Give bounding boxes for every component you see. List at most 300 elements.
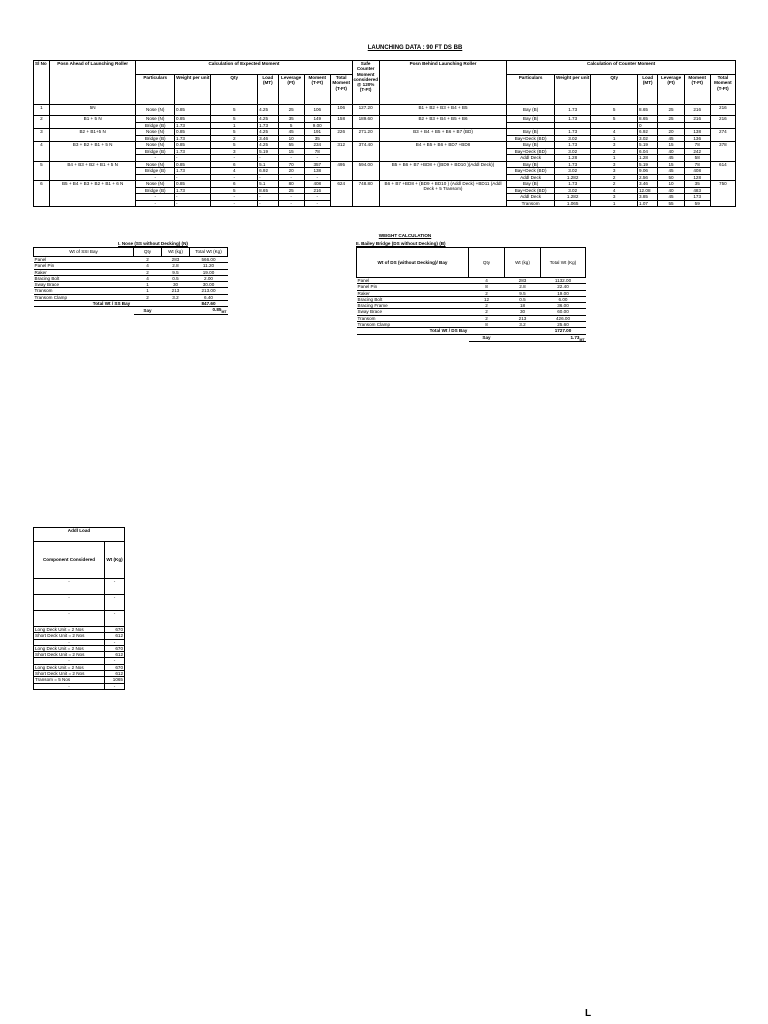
table-cell: 30	[505, 309, 541, 315]
bailey-weight-table	[356, 247, 586, 342]
table-cell: 18	[505, 303, 541, 309]
load-mt: 4.25	[258, 129, 278, 136]
moment-tft: 408	[304, 181, 330, 188]
column-header: Wt of DS (without Decking)/ Bay	[357, 248, 469, 278]
say-row	[34, 307, 228, 315]
weight-per-unit: 1.73	[175, 187, 211, 194]
counter-moment-tft: 216	[684, 116, 710, 123]
safe-counter-moment: 748.80	[352, 181, 379, 207]
leverage-ft: 25	[278, 105, 304, 116]
sl-number: 1	[34, 105, 50, 116]
posn-ahead: B3 + B2 + B1 + 5 N	[49, 142, 135, 162]
weight-per-unit: 0.85	[175, 181, 211, 188]
table-cell: 2.8	[162, 263, 190, 269]
counter-particulars: Bay+Deck (BD)	[507, 148, 555, 155]
counter-qty: 5	[591, 105, 638, 116]
total-moment: 158	[330, 116, 352, 129]
total-moment: 624	[330, 181, 352, 207]
total-label: Total Wt / SS Bay	[34, 300, 190, 306]
moment-tft: 106	[304, 105, 330, 116]
counter-load-mt: 0	[638, 122, 658, 129]
total-moment: 226	[330, 129, 352, 142]
table-cell: 25.60	[541, 321, 586, 327]
total-value: 1727.00	[541, 328, 586, 334]
table-cell: 3.2	[162, 294, 190, 300]
component-cell: Long Deck Unit = 2 Nos	[34, 627, 105, 633]
counter-load-mt: 9.06	[638, 168, 658, 175]
table-cell: Sway Brace	[34, 282, 134, 288]
counter-particulars: Bay (B)	[507, 105, 555, 116]
weight-per-unit: 0.85	[175, 116, 211, 123]
counter-particulars: Addl Deck	[507, 174, 555, 181]
counter-moment-tft: 58	[684, 155, 710, 162]
particulars: Nose (N)	[136, 142, 175, 149]
subheader-expected-2: Qty	[211, 75, 258, 105]
moment-tft: 234	[304, 142, 330, 149]
counter-weight-per-unit: 1.282	[554, 194, 590, 201]
leverage-ft: 35	[278, 116, 304, 123]
say-label: Say	[469, 334, 505, 342]
header-safe-counter: Safe Counter Moment considered @ 120% (T-Ft)	[352, 61, 379, 105]
column-header: Qty	[469, 248, 505, 278]
table-cell: 2	[469, 290, 505, 296]
table-cell: 2	[469, 303, 505, 309]
component-cell: -	[34, 579, 105, 595]
say-label: Say	[134, 307, 162, 315]
qty: -	[211, 200, 258, 207]
addl-row	[34, 595, 125, 611]
load-mt: 3.46	[258, 135, 278, 142]
counter-moment-tft: 78	[684, 161, 710, 168]
table-cell: 11.20	[190, 263, 228, 269]
load-mt: 5.1	[258, 161, 278, 168]
table-cell: Transom	[34, 288, 134, 294]
blank-cell	[34, 307, 134, 315]
counter-leverage-ft: 15	[658, 142, 684, 149]
posn-ahead: B5 + B4 + B3 + B2 + B1 + 6 N	[49, 181, 135, 207]
column-header: Wt (kg)	[162, 248, 190, 257]
weight-cell: -	[105, 683, 125, 689]
table-cell: 213.00	[190, 288, 228, 294]
counter-total-moment: 614	[710, 161, 735, 181]
counter-particulars: Bay (B)	[507, 142, 555, 149]
counter-leverage-ft: 50	[658, 174, 684, 181]
addl-row	[34, 611, 125, 627]
posn-behind: B2 + B3 + B4 + B5 + B6	[379, 116, 506, 129]
sl-number: 6	[34, 181, 50, 207]
subheader-expected-3: Load (MT)	[258, 75, 278, 105]
qty: 4	[211, 168, 258, 175]
load-mt: 4.25	[258, 142, 278, 149]
say-row	[357, 334, 586, 342]
counter-qty: 3	[591, 168, 638, 175]
table-cell: 4	[134, 263, 162, 269]
load-mt: -	[258, 174, 278, 181]
table-cell: 8	[469, 284, 505, 290]
counter-total-moment: 378	[710, 142, 735, 162]
table-cell: 1	[134, 288, 162, 294]
counter-particulars: Bay+Deck (BD)	[507, 187, 555, 194]
weight-cell: -	[105, 595, 125, 611]
page-mark: L	[585, 1008, 592, 1019]
counter-load-mt: 8.65	[638, 105, 658, 116]
qty: 6	[211, 161, 258, 168]
table-cell: 19.00	[190, 269, 228, 275]
weight-cell: -	[105, 611, 125, 627]
counter-particulars: Bay+Deck (BD)	[507, 168, 555, 175]
nose-weight-table	[33, 247, 228, 315]
leverage-ft: 10	[278, 135, 304, 142]
nose-table-title: I. Nose (SS without Decking) (N)	[118, 241, 188, 246]
table-cell: Raker	[34, 269, 134, 275]
counter-weight-per-unit: 1.73	[554, 181, 590, 188]
weight-per-unit: 1.73	[175, 168, 211, 175]
counter-load-mt: 6.92	[638, 129, 658, 136]
leverage-ft: -	[278, 200, 304, 207]
table-cell: 3.2	[505, 321, 541, 327]
addl-header-row	[34, 542, 125, 579]
load-mt: 8.65	[258, 187, 278, 194]
counter-qty: 5	[591, 116, 638, 123]
posn-ahead: 5N	[49, 105, 135, 116]
qty: 5	[211, 116, 258, 123]
leverage-ft: 55	[278, 142, 304, 149]
weight-cell: 612	[105, 633, 125, 639]
counter-particulars: Bay (B)	[507, 116, 555, 123]
table-cell: Transom Clamp	[357, 321, 469, 327]
weight-per-unit: 1.73	[175, 135, 211, 142]
load-mt: 4.25	[258, 116, 278, 123]
counter-load-mt: 3.85	[638, 194, 658, 201]
wt-header: Wt (Kg)	[105, 542, 125, 579]
component-cell: Transom = 5 Nos	[34, 677, 105, 683]
subheader-counter-6: Total Moment (T-Ft)	[710, 75, 735, 105]
table-cell: 60.00	[541, 309, 586, 315]
header-counter-moment: Calculation of Counter Moment	[507, 61, 736, 75]
counter-moment-tft: 128	[684, 174, 710, 181]
column-header: Total Wt (Kg)	[541, 248, 586, 278]
counter-load-mt: 8.65	[638, 116, 658, 123]
subheader-expected-1: Weight per unit	[175, 75, 211, 105]
table-cell: 426.00	[541, 315, 586, 321]
counter-particulars: Transom	[507, 200, 555, 207]
leverage-ft: -	[278, 174, 304, 181]
say-value	[505, 334, 586, 342]
table-cell: Bracing Bolt	[357, 296, 469, 302]
component-cell: -	[34, 658, 105, 664]
counter-weight-per-unit: 1.28	[554, 155, 590, 162]
counter-moment-tft: 216	[684, 105, 710, 116]
weight-per-unit: 1.73	[175, 148, 211, 155]
counter-load-mt: 12.08	[638, 187, 658, 194]
load-mt: 6.92	[258, 168, 278, 175]
component-cell: Short Deck Unit = 2 Nos	[34, 652, 105, 658]
column-header: Total Wt (Kg)	[190, 248, 228, 257]
bailey-table-title: II. Bailey Bridge (DS without Decking) (B)	[356, 241, 446, 246]
qty: 3	[211, 148, 258, 155]
component-cell: Short Deck Unit = 2 Nos	[34, 633, 105, 639]
counter-moment-tft: 35	[684, 181, 710, 188]
particulars: Bridge (B)	[136, 122, 175, 129]
component-cell: Long Deck Unit = 2 Nos	[34, 664, 105, 670]
launching-table	[33, 60, 736, 207]
addl-row	[34, 683, 125, 689]
safe-counter-moment: 127.20	[352, 105, 379, 116]
table-cell: Bracing Bolt	[34, 275, 134, 281]
counter-qty: 3	[591, 194, 638, 201]
table-cell: 9.5	[505, 290, 541, 296]
subheader-counter-5: Moment (T-Ft)	[684, 75, 710, 105]
counter-load-mt: 2.56	[638, 174, 658, 181]
addl-title-row	[34, 528, 125, 542]
counter-weight-per-unit: 3.02	[554, 148, 590, 155]
weight-per-unit: -	[175, 174, 211, 181]
component-cell: -	[34, 611, 105, 627]
qty: -	[211, 155, 258, 162]
total-value: 847.60	[190, 300, 228, 306]
counter-total-moment: 216	[710, 116, 735, 129]
table-cell: Bracing Frame	[357, 303, 469, 309]
component-cell: Short Deck Unit = 2 Nos	[34, 670, 105, 676]
weight-per-unit: 0.85	[175, 161, 211, 168]
table-cell: Panel	[357, 278, 469, 284]
table-row	[34, 105, 736, 116]
table-cell: 6.00	[541, 296, 586, 302]
counter-moment-tft: 78	[684, 142, 710, 149]
particulars: Nose (N)	[136, 181, 175, 188]
counter-particulars: Addl Deck	[507, 194, 555, 201]
counter-moment-tft: 138	[684, 129, 710, 136]
counter-moment-tft: 173	[684, 194, 710, 201]
table-cell: 2	[134, 294, 162, 300]
component-cell: -	[34, 683, 105, 689]
particulars: -	[136, 174, 175, 181]
counter-qty: 3	[591, 142, 638, 149]
counter-leverage-ft: 45	[658, 135, 684, 142]
subheader-counter-2: Qty	[591, 75, 638, 105]
leverage-ft: -	[278, 194, 304, 201]
counter-qty: 2	[591, 148, 638, 155]
table-cell: Panel Pin	[34, 263, 134, 269]
posn-ahead: B1 + 5 N	[49, 116, 135, 129]
weight-cell: 612	[105, 670, 125, 676]
qty: -	[211, 194, 258, 201]
counter-qty: 3	[591, 161, 638, 168]
counter-weight-per-unit: 1.065	[554, 200, 590, 207]
table-cell: 19.00	[541, 290, 586, 296]
qty: 6	[211, 181, 258, 188]
counter-leverage-ft: 15	[658, 161, 684, 168]
table-cell: 0.5	[162, 275, 190, 281]
total-moment: 312	[330, 142, 352, 162]
weight-calculation-title: WEIGHT CALCULATION	[378, 233, 432, 238]
particulars: Bridge (B)	[136, 187, 175, 194]
say-unit: MT	[579, 337, 585, 342]
table-cell: 30.00	[190, 282, 228, 288]
load-mt: -	[258, 155, 278, 162]
component-cell: -	[34, 595, 105, 611]
subheader-counter-1: Weight per unit	[554, 75, 590, 105]
say-unit: MT	[221, 310, 227, 315]
posn-ahead: B2 + B1+5 N	[49, 129, 135, 142]
counter-weight-per-unit: 1.282	[554, 174, 590, 181]
column-header: Qty	[134, 248, 162, 257]
counter-leverage-ft: 45	[658, 168, 684, 175]
leverage-ft: 25	[278, 187, 304, 194]
moment-tft: -	[304, 194, 330, 201]
counter-leverage-ft: 25	[658, 105, 684, 116]
load-mt: -	[258, 200, 278, 207]
table-cell: 2	[469, 309, 505, 315]
leverage-ft: -	[278, 155, 304, 162]
counter-weight-per-unit: 1.73	[554, 161, 590, 168]
subheader-counter-0: Particulars	[507, 75, 555, 105]
weight-cell: -	[105, 658, 125, 664]
table-cell: 2	[134, 257, 162, 263]
qty: 5	[211, 142, 258, 149]
counter-leverage-ft: 25	[658, 116, 684, 123]
table-cell: Panel	[34, 257, 134, 263]
moment-tft: -	[304, 155, 330, 162]
header-slno: Sl No	[34, 61, 50, 105]
counter-load-mt: 1.28	[638, 155, 658, 162]
particulars: -	[136, 194, 175, 201]
subheader-expected-4: Leverage (Ft)	[278, 75, 304, 105]
posn-behind: B1 + B2 + B3 + B4 + B5	[379, 105, 506, 116]
counter-load-mt: 1.07	[638, 200, 658, 207]
header-row	[34, 248, 228, 257]
load-mt: 5.19	[258, 148, 278, 155]
counter-leverage-ft: 45	[658, 155, 684, 162]
header-posn-behind: Posn Behind Launching Roller	[379, 61, 506, 105]
weight-per-unit: -	[175, 155, 211, 162]
moment-tft: -	[304, 174, 330, 181]
counter-total-moment: 216	[710, 105, 735, 116]
load-mt: 1.73	[258, 122, 278, 129]
moment-tft: 78	[304, 148, 330, 155]
subheader-expected-6: Total Moment (T-Ft)	[330, 75, 352, 105]
counter-qty: 1	[591, 135, 638, 142]
counter-qty: 2	[591, 181, 638, 188]
leverage-ft: 45	[278, 129, 304, 136]
particulars: Bridge (B)	[136, 135, 175, 142]
counter-moment-tft: 483	[684, 187, 710, 194]
posn-ahead: B4 + B3 + B2 + B1 + 5 N	[49, 161, 135, 181]
weight-cell: 612	[105, 652, 125, 658]
leverage-ft: 70	[278, 161, 304, 168]
subheader-expected-0: Particulars	[136, 75, 175, 105]
counter-moment-tft: 408	[684, 168, 710, 175]
posn-behind: B5 + B6 + B7 +BD8 + ((BD9 + BD10 )(Addl Deck))	[379, 161, 506, 181]
table-cell: 283	[162, 257, 190, 263]
counter-weight-per-unit: 1.73	[554, 142, 590, 149]
particulars: -	[136, 200, 175, 207]
leverage-ft: 20	[278, 168, 304, 175]
counter-total-moment: 750	[710, 181, 735, 207]
weight-per-unit: 0.85	[175, 142, 211, 149]
counter-moment-tft: 136	[684, 135, 710, 142]
table-cell: 9.5	[162, 269, 190, 275]
addl-row	[34, 579, 125, 595]
counter-particulars: Bay (B)	[507, 181, 555, 188]
moment-tft: 9.00	[304, 122, 330, 129]
counter-weight-per-unit: 1.73	[554, 105, 590, 116]
moment-tft: 149	[304, 116, 330, 123]
weight-per-unit: -	[175, 194, 211, 201]
moment-tft: -	[304, 200, 330, 207]
sl-number: 3	[34, 129, 50, 142]
counter-leverage-ft: 20	[658, 129, 684, 136]
safe-counter-moment: 374.40	[352, 142, 379, 162]
weight-per-unit: 0.85	[175, 105, 211, 116]
header-expected-moment: Calculation of Expected Moment	[136, 61, 352, 75]
table-cell: Sway Brace	[357, 309, 469, 315]
moment-tft: 138	[304, 168, 330, 175]
particulars: Bridge (B)	[136, 168, 175, 175]
load-mt: 5.1	[258, 181, 278, 188]
weight-cell: 670	[105, 627, 125, 633]
qty: 5	[211, 105, 258, 116]
counter-particulars: Addl Deck	[507, 155, 555, 162]
table-cell: 8	[469, 321, 505, 327]
table-cell: 2.8	[505, 284, 541, 290]
particulars: Bridge (B)	[136, 148, 175, 155]
table-cell: 22.40	[541, 284, 586, 290]
total-moment: 495	[330, 161, 352, 181]
table-cell: Raker	[357, 290, 469, 296]
table-cell: 12	[469, 296, 505, 302]
moment-tft: 191	[304, 129, 330, 136]
particulars: -	[136, 155, 175, 162]
subheader-expected-5: Moment (T-Ft)	[304, 75, 330, 105]
moment-tft: 216	[304, 187, 330, 194]
particulars: Nose (N)	[136, 161, 175, 168]
counter-load-mt: 6.04	[638, 148, 658, 155]
component-cell: -	[34, 639, 105, 645]
counter-leverage-ft: 10	[658, 181, 684, 188]
counter-leverage-ft: 55	[658, 200, 684, 207]
component-cell: Long Deck Unit = 2 Nos	[34, 645, 105, 651]
table-cell: Panel Pin	[357, 284, 469, 290]
safe-counter-moment: 271.20	[352, 129, 379, 142]
table-cell: 6.40	[190, 294, 228, 300]
column-header: Wt of SSI Bay	[34, 248, 134, 257]
leverage-ft: 5	[278, 122, 304, 129]
posn-behind: B6 + B7 +BD8 + (BD9 + BD10 ) (Addl Deck) +BD11 (Addl Deck + 5 Transom)	[379, 181, 506, 207]
counter-total-moment: 274	[710, 129, 735, 142]
counter-weight-per-unit: 1.73	[554, 129, 590, 136]
counter-weight-per-unit: 3.02	[554, 135, 590, 142]
table-cell: 1132.00	[541, 278, 586, 284]
table-cell: 36.00	[541, 303, 586, 309]
posn-behind: B3 + B4 + B5 + B6 + B7 (BD)	[379, 129, 506, 142]
table-cell: 213	[505, 315, 541, 321]
weight-cell: -	[105, 639, 125, 645]
qty: 1	[211, 122, 258, 129]
subheader-counter-4: Leverage (Ft)	[658, 75, 684, 105]
table-cell: Transom Clamp	[34, 294, 134, 300]
qty: 5	[211, 129, 258, 136]
table-cell: 2	[469, 315, 505, 321]
table-cell: Transom	[357, 315, 469, 321]
table-cell: 4	[134, 275, 162, 281]
table-cell: 2	[134, 269, 162, 275]
addl-load-table	[33, 527, 125, 690]
weight-per-unit: 1.73	[175, 122, 211, 129]
header-row	[357, 248, 586, 278]
counter-qty: 4	[591, 187, 638, 194]
sl-number: 5	[34, 161, 50, 181]
